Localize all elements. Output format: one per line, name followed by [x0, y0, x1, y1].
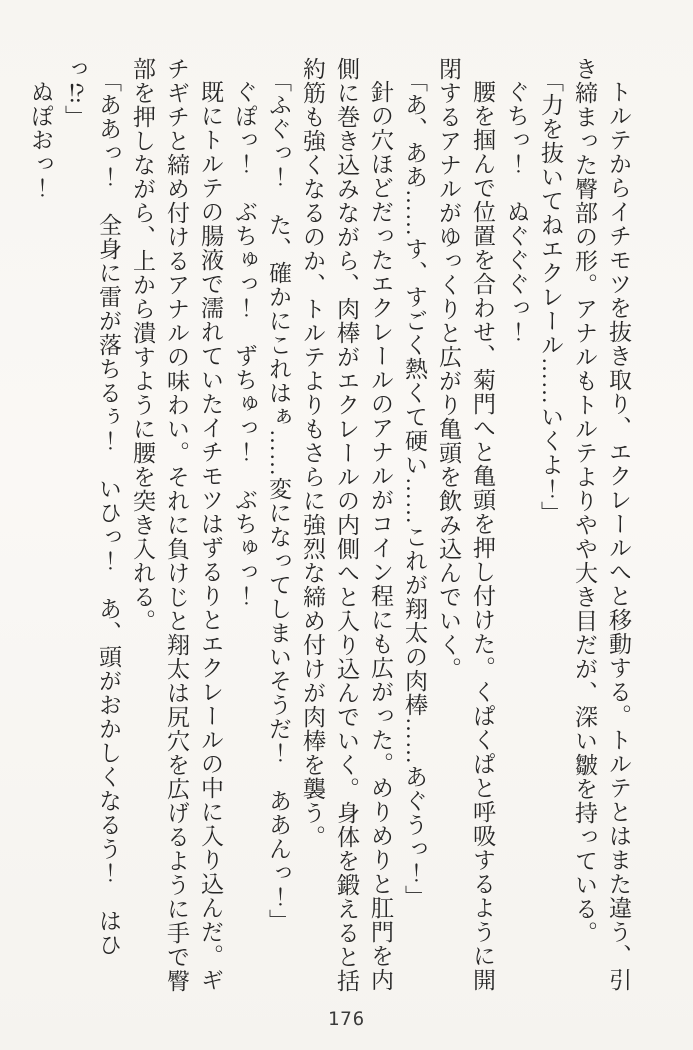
paragraph: ぐちっ！ ぬぐぐぐっ！: [504, 80, 529, 344]
page-number: 176: [327, 1008, 366, 1030]
paragraph: ぬぽおっ！: [28, 80, 53, 200]
paragraph: 針の穴ほどだったエクレールのアナルがコイン程にも広がった。めりめりと肛門を内側に巻き込みながら、肉棒がエクレールの内側へと入り込んでいく。身体を鍛えると括約筋も強くなるのか、トルテよりもさらに強烈な締め付けが肉棒を襲う。: [300, 57, 393, 993]
paragraph: 「ふぐっ！ た、確かにこれはぁ……変になってしまいそうだ！ ああんっ！」: [266, 68, 291, 933]
paragraph: トルテからイチモツを抜き取り、エクレールへと移動する。トルテとはまた違う、引き締まった臀部の形。アナルもトルテよりやや大き目だが、深い皺を持っている。: [572, 57, 631, 992]
paragraph: ぐぽっ！ ぶちゅっ！ ずちゅっ！ ぶちゅっ！: [232, 80, 257, 608]
paragraph: 「あ、ああ……す、すごく熱くて硬い……これが翔太の肉棒……あぐうっ！」: [402, 68, 427, 909]
text-block: [23, 57, 635, 993]
paragraph: 「力を抜いてねエクレール……いくよ！」: [538, 68, 563, 525]
paragraph: 腰を掴んで位置を合わせ、菊門へと亀頭を押し付けた。くぱくぱと呼吸するように開閉するアナルがゆっくりと広がり亀頭を飲み込んでいく。: [436, 57, 495, 992]
paragraph: 「ああっ！ 全身に雷が落ちるぅ！ いひっ！ あ、頭がおかしくなるう！ はひっ⁉」: [62, 57, 121, 957]
paragraph: 既にトルテの腸液で濡れていたイチモツはずるりとエクレールの中に入り込んだ。ギチギチと締め付けるアナルの味わい。それに負けじと翔太は尻穴を広げるように手で臀部を押しながら、上から潰すように腰を突き入れる。: [130, 57, 223, 993]
